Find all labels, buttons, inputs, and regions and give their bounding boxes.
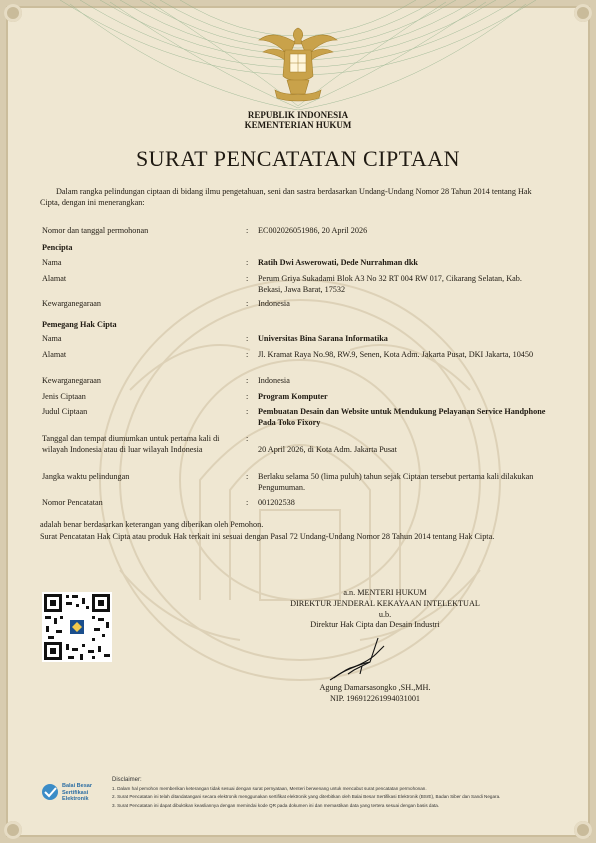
application-label: Nomor dan tanggal permohonan [42,226,149,235]
disclaimer-item: 2. Surat Pencatatan ini telah ditandatangani secara elektronik menggunakan sertifikat elektronik yang diterbitkan oleh Balai Besar Sertifikasi Elektronik (BSrE), Badan Siber dan Sandi Negara. [112,794,501,800]
bsre-label: Balai Besar Sertifikasi Elektronik [62,783,92,802]
handwritten-signature [300,632,430,686]
intro-paragraph: Dalam rangka pelindungan ciptaan di bidang ilmu pengetahuan, seni dan sastra berdasarkan Undang-Undang Nomor 28 Tahun 2014 tentang Hak Cipta, dengan ini menerangkan: [40,187,532,207]
jangka-waktu: Berlaku selama 50 (lima puluh) tahun sejak Ciptaan tersebut pertama kali dilakukan Pengumuman. [258,472,534,492]
colon: : [246,299,249,308]
pencipta-nama: Ratih Dwi Aswerowati, Dede Nurrahman dkk [258,258,418,267]
colon: : [246,274,249,283]
corner-ornament [574,821,592,839]
document-title: SURAT PENCATATAN CIPTAAN [135,146,461,171]
jenis-ciptaan: Program Komputer [258,392,328,401]
judul-ciptaan-label: Judul Ciptaan [42,407,88,416]
colon: : [246,472,249,481]
signatory-name: Agung Damarsasongko ,SH.,MH. [319,683,431,692]
jenis-ciptaan-label: Jenis Ciptaan [42,392,86,401]
signature-line-2: DIREKTUR JENDERAL KEKAYAAN INTELEKTUAL [290,599,480,608]
colon: : [246,376,249,385]
pencipta-alamat: Perum Griya Sukadami Blok A3 No 32 RT 004 RW 017, Cikarang Selatan, Kab. Bekasi, Jawa Barat, 17532 [258,274,522,294]
signature-line-1: a.n. MENTERI HUKUM [343,588,427,597]
section-pencipta: Pencipta [42,243,73,252]
corner-ornament [4,4,22,22]
footer-legal-basis: Surat Pencatatan Hak Cipta atau produk Hak terkait ini sesuai dengan Pasal 72 Undang-Undang Nomor 28 Tahun 2014 tentang Hak Cipta. [40,532,495,541]
disclaimer [112,776,562,810]
corner-ornament [4,821,22,839]
judul-ciptaan: Pembuatan Desain dan Website untuk Mendukung Pelayanan Service Handphone Pada Toko Fixory [258,407,546,427]
pencipta-nama-label: Nama [42,258,62,267]
jangka-waktu-label: Jangka waktu pelindungan [42,472,130,481]
pemegang-nama: Universitas Bina Sarana Informatika [258,334,388,343]
pemegang-alamat-label: Alamat [42,350,67,359]
garuda-emblem-icon [255,24,341,104]
section-pemegang: Pemegang Hak Cipta [42,320,117,329]
colon: : [246,350,249,359]
disclaimer-heading: Disclaimer: [112,777,142,783]
pencipta-kewarganegaraan: Indonesia [258,299,290,308]
pemegang-nama-label: Nama [42,334,62,343]
colon: : [246,498,249,507]
colon: : [246,334,249,343]
pencipta-alamat-label: Alamat [42,274,67,283]
nomor-pencatatan: 001202538 [258,498,295,507]
pemegang-kewarganegaraan: Indonesia [258,376,290,385]
signature-line-4: Direktur Hak Cipta dan Desain Industri [310,620,440,629]
nomor-pencatatan-label: Nomor Pencatatan [42,498,103,507]
application-value: EC002026051986, 20 April 2026 [258,226,368,235]
footer-statement: adalah benar berdasarkan keterangan yang diberikan oleh Pemohon. [40,520,264,529]
corner-ornament [574,4,592,22]
pemegang-kewarganegaraan-label: Kewarganegaraan [42,376,101,385]
colon: : [246,392,249,401]
pemegang-alamat: Jl. Kramat Raya No.98, RW.9, Senen, Kota Adm. Jakarta Pusat, DKI Jakarta, 10450 [258,350,534,359]
colon: : [246,407,249,416]
colon: : [246,258,249,267]
disclaimer-item: 1. Dalam hal pemohon memberikan keterangan tidak sesuai dengan surat pernyataan, Menteri berwenang untuk mencabut surat pencatatan permohonan. [112,785,427,791]
pencipta-kewarganegaraan-label: Kewarganegaraan [42,299,101,308]
header-country: REPUBLIK INDONESIA [247,110,349,120]
qr-code [42,592,112,662]
colon: : [246,434,249,443]
header-ministry: KEMENTERIAN HUKUM [244,120,352,130]
tanggal-diumumkan: 20 April 2026, di Kota Adm. Jakarta Pusat [258,445,397,454]
signatory-nip: NIP. 196912261994031001 [329,694,421,703]
colon: : [246,226,249,235]
disclaimer-item: 3. Surat Pencatatan ini dapat dibuktikan keasliannya dengan memindai kode QR pada dokumen ini dan memastikan data yang tertera sesuai dengan basis data. [112,802,440,808]
signature-line-3: u.b. [378,610,392,619]
tanggal-diumumkan-label: Tanggal dan tempat diumumkan untuk pertama kali di wilayah Indonesia atau di luar wilayah Indonesia [42,434,220,454]
